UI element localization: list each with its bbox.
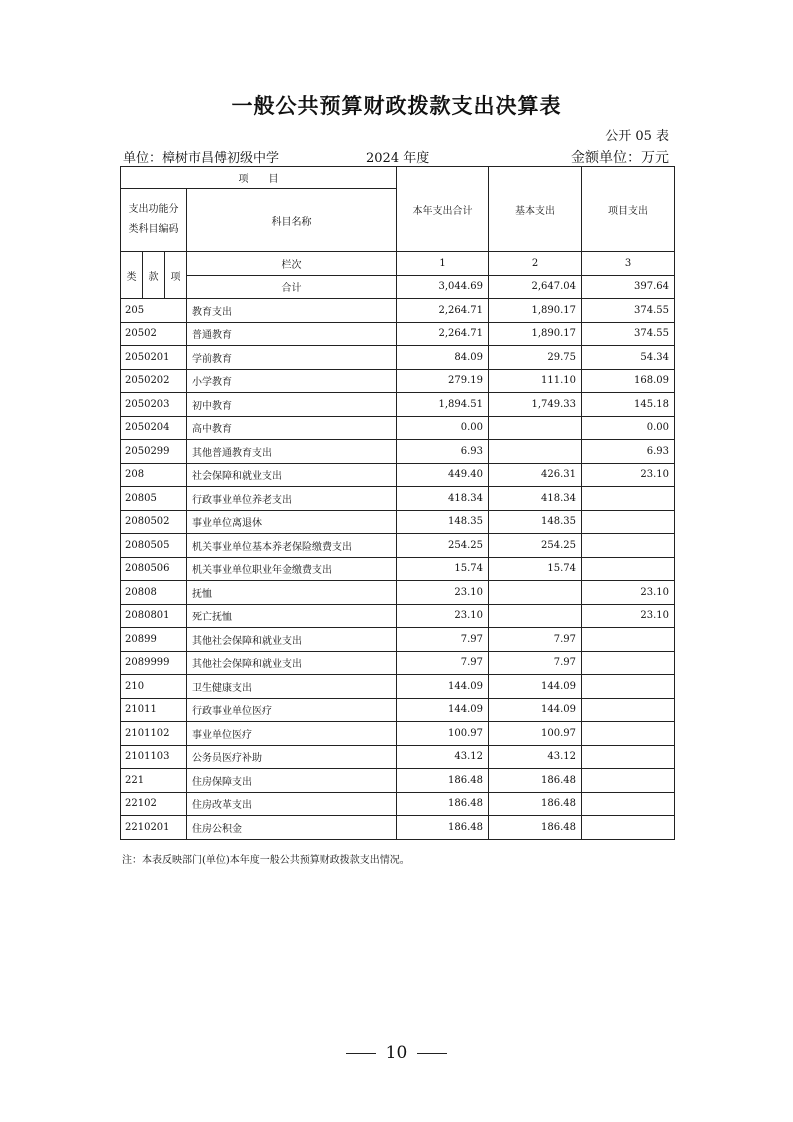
header-num3: 3 [582, 252, 675, 276]
row-project: 374.55 [582, 322, 675, 346]
table-row [121, 299, 675, 323]
row-total: 2,264.71 [397, 322, 489, 346]
total-sum: 3,044.69 [397, 275, 489, 299]
page-number [0, 1043, 793, 1063]
row-total: 148.35 [397, 510, 489, 534]
row-basic: 1,890.17 [489, 322, 582, 346]
row-total: 7.97 [397, 628, 489, 652]
row-code: 2080505 [121, 534, 187, 558]
row-code: 2101103 [121, 745, 187, 769]
table-row [121, 557, 675, 581]
table-row [121, 816, 675, 840]
header-code-group-line1: 支出功能分 [128, 204, 179, 215]
row-project [582, 557, 675, 581]
project-sum: 397.64 [582, 275, 675, 299]
table-row [121, 628, 675, 652]
row-project: 374.55 [582, 299, 675, 323]
table-row [121, 346, 675, 370]
year-label: 2024 年度 [366, 151, 430, 166]
table-note: 注：本表反映部门(单位)本年度一般公共预算财政拨款支出情况。 [122, 855, 410, 866]
row-total: 186.48 [397, 769, 489, 793]
row-total: 186.48 [397, 792, 489, 816]
row-name: 事业单位医疗 [187, 722, 397, 746]
table-row [121, 745, 675, 769]
row-basic: 1,890.17 [489, 299, 582, 323]
row-code: 2089999 [121, 651, 187, 675]
row-project: 23.10 [582, 463, 675, 487]
table-row [121, 487, 675, 511]
row-name: 机关事业单位基本养老保险缴费支出 [187, 534, 397, 558]
row-basic: 186.48 [489, 769, 582, 793]
table-row [121, 604, 675, 628]
header-code-group [121, 189, 187, 252]
row-total: 449.40 [397, 463, 489, 487]
row-basic: 7.97 [489, 628, 582, 652]
row-name: 其他普通教育支出 [187, 440, 397, 464]
row-project: 168.09 [582, 369, 675, 393]
row-project [582, 651, 675, 675]
header-lanci: 栏次 [187, 252, 397, 276]
header-col-project: 项目支出 [582, 167, 675, 252]
row-total: 7.97 [397, 651, 489, 675]
row-project [582, 769, 675, 793]
row-name: 其他社会保障和就业支出 [187, 651, 397, 675]
table-row [121, 769, 675, 793]
row-basic [489, 581, 582, 605]
row-basic: 186.48 [489, 816, 582, 840]
table-row [121, 510, 675, 534]
row-total: 23.10 [397, 581, 489, 605]
table-number: 公开 05 表 [605, 129, 669, 144]
header-heji: 合计 [187, 275, 397, 299]
table-row [121, 792, 675, 816]
page-number-text: 10 [385, 1043, 408, 1063]
row-project [582, 792, 675, 816]
header-code-group-line2: 类科目编码 [128, 224, 179, 235]
table-row [121, 416, 675, 440]
row-project: 23.10 [582, 581, 675, 605]
row-name: 教育支出 [187, 299, 397, 323]
row-code: 20805 [121, 487, 187, 511]
row-name: 死亡抚恤 [187, 604, 397, 628]
header-project: 项 目 [121, 167, 397, 189]
page-number-dash-right [417, 1053, 447, 1054]
row-basic: 15.74 [489, 557, 582, 581]
header-col-total: 本年支出合计 [397, 167, 489, 252]
row-name: 住房改革支出 [187, 792, 397, 816]
row-name: 学前教育 [187, 346, 397, 370]
row-name: 行政事业单位医疗 [187, 698, 397, 722]
row-basic: 254.25 [489, 534, 582, 558]
table-row [121, 322, 675, 346]
unit-label: 单位：樟树市昌傅初级中学 [123, 151, 280, 166]
row-basic: 29.75 [489, 346, 582, 370]
row-total: 144.09 [397, 675, 489, 699]
row-total: 6.93 [397, 440, 489, 464]
row-name: 社会保障和就业支出 [187, 463, 397, 487]
row-project [582, 816, 675, 840]
row-basic: 144.09 [489, 698, 582, 722]
row-total: 144.09 [397, 698, 489, 722]
table-row [121, 651, 675, 675]
row-project [582, 628, 675, 652]
row-total: 2,264.71 [397, 299, 489, 323]
basic-sum: 2,647.04 [489, 275, 582, 299]
table-rows [121, 299, 675, 840]
table-row [121, 581, 675, 605]
row-basic: 148.35 [489, 510, 582, 534]
row-name: 行政事业单位养老支出 [187, 487, 397, 511]
row-name: 住房保障支出 [187, 769, 397, 793]
row-project [582, 722, 675, 746]
row-code: 2080801 [121, 604, 187, 628]
row-basic: 7.97 [489, 651, 582, 675]
table-row [121, 463, 675, 487]
row-project [582, 698, 675, 722]
row-name: 普通教育 [187, 322, 397, 346]
row-total: 84.09 [397, 346, 489, 370]
row-basic: 426.31 [489, 463, 582, 487]
money-unit-label: 金额单位：万元 [571, 150, 669, 166]
row-project [582, 510, 675, 534]
row-basic: 43.12 [489, 745, 582, 769]
table-row [121, 675, 675, 699]
row-name: 事业单位离退休 [187, 510, 397, 534]
row-basic: 186.48 [489, 792, 582, 816]
row-name: 高中教育 [187, 416, 397, 440]
row-code: 208 [121, 463, 187, 487]
row-total: 15.74 [397, 557, 489, 581]
row-code: 210 [121, 675, 187, 699]
row-basic: 100.97 [489, 722, 582, 746]
row-code: 20899 [121, 628, 187, 652]
row-total: 100.97 [397, 722, 489, 746]
row-code: 2050202 [121, 369, 187, 393]
table-row [121, 440, 675, 464]
row-project: 23.10 [582, 604, 675, 628]
table-row [121, 393, 675, 417]
header-lei: 类 [121, 252, 143, 299]
row-code: 20808 [121, 581, 187, 605]
row-name: 公务员医疗补助 [187, 745, 397, 769]
row-basic: 111.10 [489, 369, 582, 393]
row-code: 2080506 [121, 557, 187, 581]
row-name: 住房公积金 [187, 816, 397, 840]
row-total: 1,894.51 [397, 393, 489, 417]
row-code: 2080502 [121, 510, 187, 534]
row-project [582, 534, 675, 558]
row-project [582, 675, 675, 699]
row-total: 254.25 [397, 534, 489, 558]
row-basic [489, 416, 582, 440]
row-name: 其他社会保障和就业支出 [187, 628, 397, 652]
header-num1: 1 [397, 252, 489, 276]
page-title: 一般公共预算财政拨款支出决算表 [231, 94, 562, 118]
row-basic: 144.09 [489, 675, 582, 699]
header-subject-name: 科目名称 [187, 189, 397, 252]
table-row [121, 698, 675, 722]
row-total: 186.48 [397, 816, 489, 840]
header-xiang: 项 [165, 252, 187, 299]
row-total: 43.12 [397, 745, 489, 769]
row-name: 小学教育 [187, 369, 397, 393]
row-code: 20502 [121, 322, 187, 346]
row-code: 221 [121, 769, 187, 793]
row-name: 抚恤 [187, 581, 397, 605]
header-col-basic: 基本支出 [489, 167, 582, 252]
row-basic: 418.34 [489, 487, 582, 511]
row-code: 2050299 [121, 440, 187, 464]
row-name: 卫生健康支出 [187, 675, 397, 699]
row-code: 22102 [121, 792, 187, 816]
row-total: 279.19 [397, 369, 489, 393]
row-project [582, 487, 675, 511]
row-code: 2210201 [121, 816, 187, 840]
row-total: 418.34 [397, 487, 489, 511]
row-project: 145.18 [582, 393, 675, 417]
row-code: 2050201 [121, 346, 187, 370]
table-row [121, 722, 675, 746]
row-total: 23.10 [397, 604, 489, 628]
row-code: 2050204 [121, 416, 187, 440]
table-row [121, 534, 675, 558]
table-row [121, 369, 675, 393]
row-name: 机关事业单位职业年金缴费支出 [187, 557, 397, 581]
row-basic [489, 440, 582, 464]
expenditure-table [120, 166, 675, 840]
row-code: 21011 [121, 698, 187, 722]
row-project: 0.00 [582, 416, 675, 440]
row-project: 6.93 [582, 440, 675, 464]
row-code: 2101102 [121, 722, 187, 746]
page-number-dash-left [346, 1053, 376, 1054]
row-total: 0.00 [397, 416, 489, 440]
row-code: 205 [121, 299, 187, 323]
row-name: 初中教育 [187, 393, 397, 417]
row-project: 54.34 [582, 346, 675, 370]
row-code: 2050203 [121, 393, 187, 417]
header-num2: 2 [489, 252, 582, 276]
row-project [582, 745, 675, 769]
row-basic: 1,749.33 [489, 393, 582, 417]
row-basic [489, 604, 582, 628]
header-kuan: 款 [143, 252, 165, 299]
